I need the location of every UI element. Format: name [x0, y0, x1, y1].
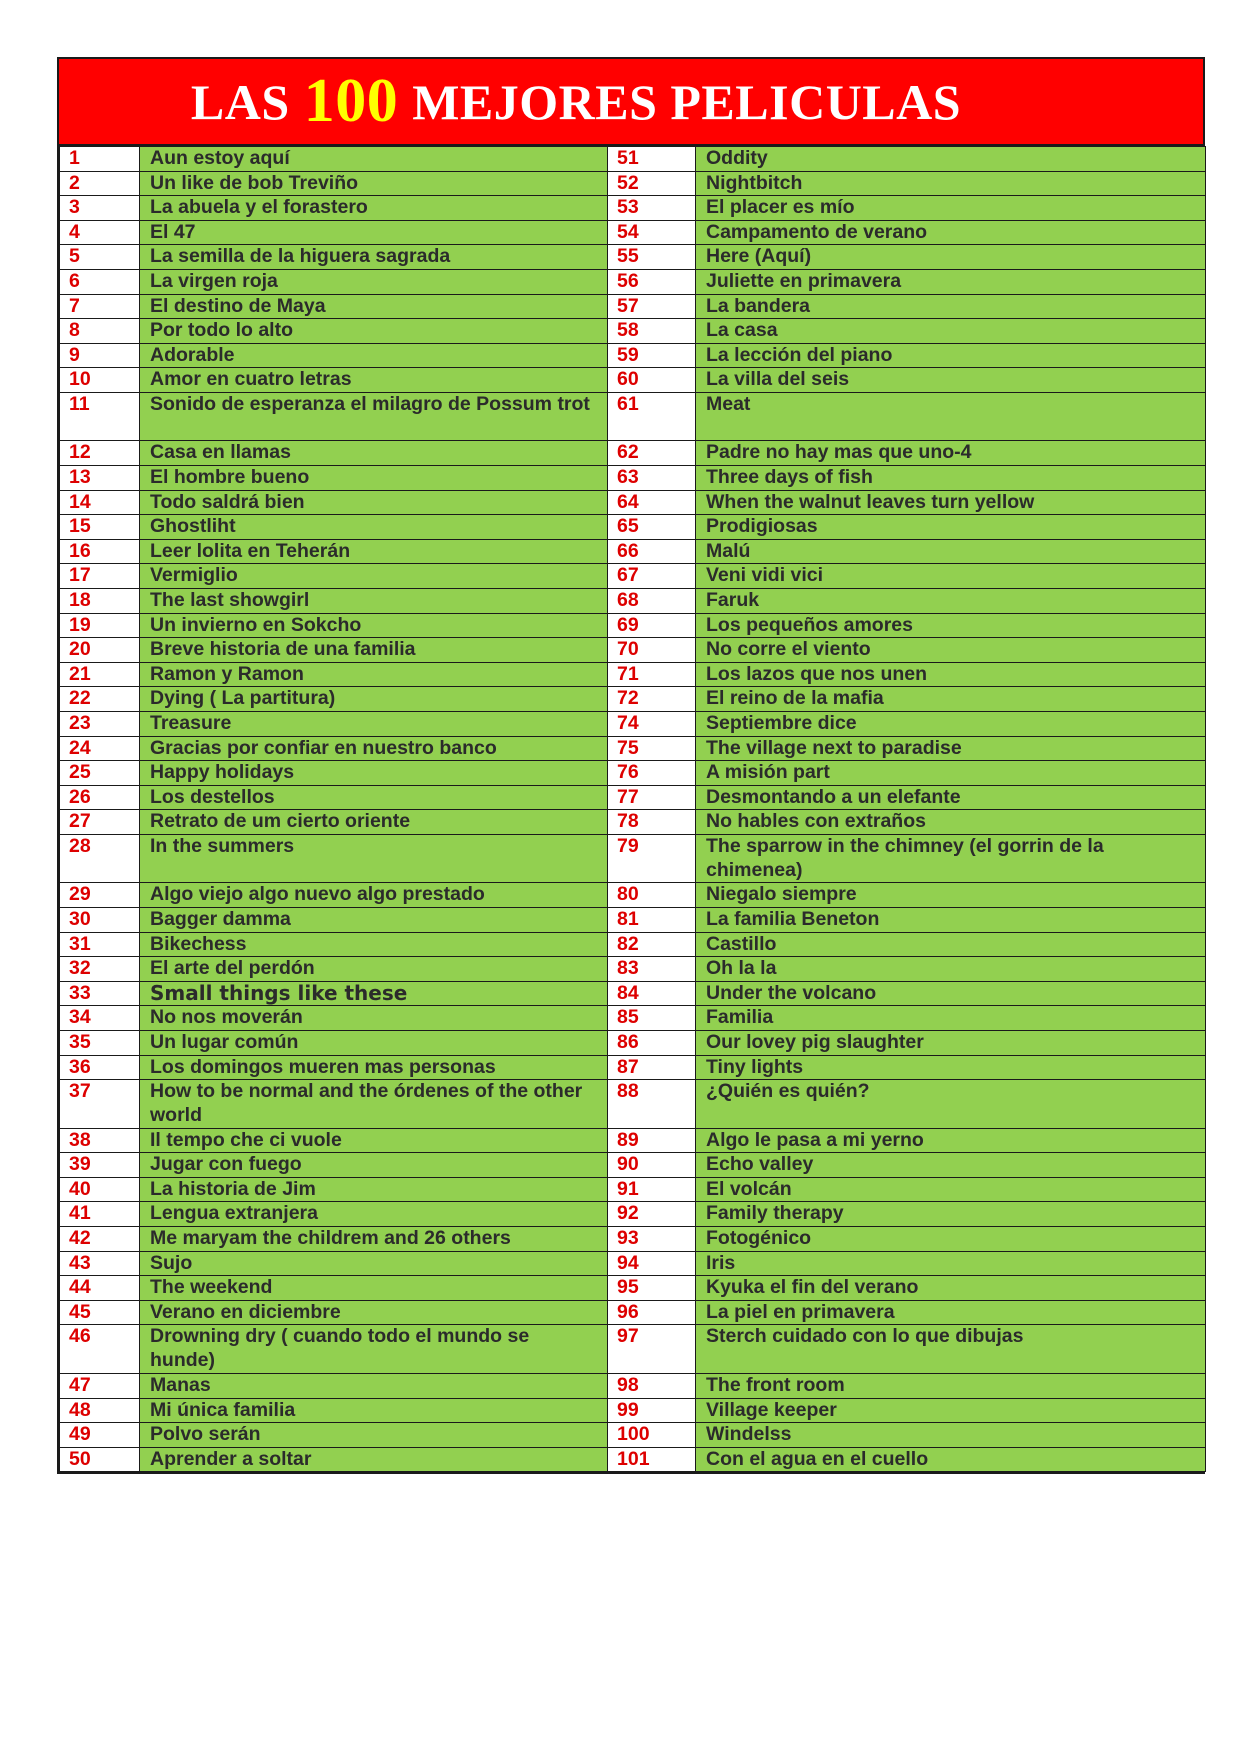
- table-row: [60, 368, 1206, 393]
- title-right: Los pequeños amores: [696, 613, 1206, 638]
- rank-left: 33: [60, 981, 140, 1006]
- title-left: Todo saldrá bien: [140, 490, 608, 515]
- title-left: Happy holidays: [140, 761, 608, 786]
- title-right: Familia: [696, 1006, 1206, 1031]
- title-right: Con el agua en el cuello: [696, 1447, 1206, 1472]
- rank-left: 35: [60, 1031, 140, 1056]
- title-right: Our lovey pig slaughter: [696, 1031, 1206, 1056]
- rank-right: 80: [608, 883, 696, 908]
- rank-left: 5: [60, 245, 140, 270]
- rank-left: 34: [60, 1006, 140, 1031]
- title-right: Kyuka el fin del verano: [696, 1276, 1206, 1301]
- rank-right: 76: [608, 761, 696, 786]
- rank-right: 81: [608, 908, 696, 933]
- title-right: A misión part: [696, 761, 1206, 786]
- rank-left: 6: [60, 269, 140, 294]
- title-right: Iris: [696, 1251, 1206, 1276]
- title-right: No corre el viento: [696, 638, 1206, 663]
- title-left: Manas: [140, 1373, 608, 1398]
- title-right: El reino de la mafia: [696, 687, 1206, 712]
- table-row: [60, 810, 1206, 835]
- title-left: The weekend: [140, 1276, 608, 1301]
- rank-left: 32: [60, 957, 140, 982]
- rank-right: 56: [608, 269, 696, 294]
- rank-right: 92: [608, 1202, 696, 1227]
- rank-right: 51: [608, 147, 696, 172]
- title-right: La casa: [696, 319, 1206, 344]
- title-left: The last showgirl: [140, 589, 608, 614]
- table-row: [60, 785, 1206, 810]
- title-right: Niegalo siempre: [696, 883, 1206, 908]
- rank-right: 65: [608, 515, 696, 540]
- title-left: Por todo lo alto: [140, 319, 608, 344]
- title-right: Malú: [696, 539, 1206, 564]
- title-left: Treasure: [140, 711, 608, 736]
- title-left: La historia de Jim: [140, 1177, 608, 1202]
- title-right: Algo le pasa a mi yerno: [696, 1128, 1206, 1153]
- rank-left: 39: [60, 1153, 140, 1178]
- table-row: [60, 1153, 1206, 1178]
- rank-left: 4: [60, 220, 140, 245]
- table-row: [60, 1128, 1206, 1153]
- table-row: [60, 392, 1206, 441]
- title-right: Under the volcano: [696, 981, 1206, 1006]
- table-row: [60, 1031, 1206, 1056]
- title-right: La familia Beneton: [696, 908, 1206, 933]
- rank-left: 26: [60, 785, 140, 810]
- table-row: [60, 1423, 1206, 1448]
- rank-right: 64: [608, 490, 696, 515]
- rank-right: 69: [608, 613, 696, 638]
- rank-left: 23: [60, 711, 140, 736]
- rank-left: 27: [60, 810, 140, 835]
- rank-right: 89: [608, 1128, 696, 1153]
- rank-left: 31: [60, 932, 140, 957]
- table-row: [60, 1177, 1206, 1202]
- title-right: Three days of fish: [696, 466, 1206, 491]
- title-left: La semilla de la higuera sagrada: [140, 245, 608, 270]
- title-left: Algo viejo algo nuevo algo prestado: [140, 883, 608, 908]
- title-left: Los domingos mueren mas personas: [140, 1055, 608, 1080]
- title-left: Aun estoy aquí: [140, 147, 608, 172]
- table-row: [60, 1300, 1206, 1325]
- title-left: Bikechess: [140, 932, 608, 957]
- title-left: Ramon y Ramon: [140, 662, 608, 687]
- rank-left: 21: [60, 662, 140, 687]
- title-left: Polvo serán: [140, 1423, 608, 1448]
- title-left: Aprender a soltar: [140, 1447, 608, 1472]
- title-left: Verano en diciembre: [140, 1300, 608, 1325]
- rank-right: 66: [608, 539, 696, 564]
- rank-left: 49: [60, 1423, 140, 1448]
- title-left: Vermiglio: [140, 564, 608, 589]
- title-right: Village keeper: [696, 1398, 1206, 1423]
- title-left: El arte del perdón: [140, 957, 608, 982]
- title-left: Gracias por confiar en nuestro banco: [140, 736, 608, 761]
- table-row: [60, 1227, 1206, 1252]
- rank-right: 60: [608, 368, 696, 393]
- rank-right: 95: [608, 1276, 696, 1301]
- rank-right: 94: [608, 1251, 696, 1276]
- rank-right: 78: [608, 810, 696, 835]
- table-row: [60, 908, 1206, 933]
- table-row: [60, 515, 1206, 540]
- table-row: [60, 883, 1206, 908]
- table-row: [60, 981, 1206, 1006]
- title-right: Desmontando a un elefante: [696, 785, 1206, 810]
- title-right: La lección del piano: [696, 343, 1206, 368]
- title-right: No hables con extraños: [696, 810, 1206, 835]
- rank-left: 13: [60, 466, 140, 491]
- rank-right: 67: [608, 564, 696, 589]
- title-right: The sparrow in the chimney (el gorrin de la chimenea): [696, 834, 1206, 883]
- rank-right: 53: [608, 196, 696, 221]
- title-left: El 47: [140, 220, 608, 245]
- title-right: Los lazos que nos unen: [696, 662, 1206, 687]
- rank-left: 22: [60, 687, 140, 712]
- table-row: [60, 1006, 1206, 1031]
- rank-left: 15: [60, 515, 140, 540]
- table-row: [60, 662, 1206, 687]
- table-row: [60, 490, 1206, 515]
- title-right: When the walnut leaves turn yellow: [696, 490, 1206, 515]
- rank-right: 88: [608, 1080, 696, 1129]
- rank-left: 24: [60, 736, 140, 761]
- rank-left: 47: [60, 1373, 140, 1398]
- table-row: [60, 1276, 1206, 1301]
- title-left: Il tempo che ci vuole: [140, 1128, 608, 1153]
- title-left: Los destellos: [140, 785, 608, 810]
- title-left: How to be normal and the órdenes of the other world: [140, 1080, 608, 1129]
- table-row: [60, 1373, 1206, 1398]
- rank-left: 38: [60, 1128, 140, 1153]
- rank-right: 72: [608, 687, 696, 712]
- title-right: Meat: [696, 392, 1206, 441]
- title-right: La bandera: [696, 294, 1206, 319]
- title-right: Prodigiosas: [696, 515, 1206, 540]
- title-left: Mi única familia: [140, 1398, 608, 1423]
- rank-right: 98: [608, 1373, 696, 1398]
- rank-right: 70: [608, 638, 696, 663]
- rank-left: 14: [60, 490, 140, 515]
- rank-left: 46: [60, 1325, 140, 1374]
- table-row: [60, 1325, 1206, 1374]
- title-left: Jugar con fuego: [140, 1153, 608, 1178]
- rank-right: 55: [608, 245, 696, 270]
- rank-left: 9: [60, 343, 140, 368]
- rank-left: 25: [60, 761, 140, 786]
- table-row: [60, 932, 1206, 957]
- table-row: [60, 441, 1206, 466]
- rank-left: 3: [60, 196, 140, 221]
- rank-right: 61: [608, 392, 696, 441]
- table-row: [60, 539, 1206, 564]
- title-left: Leer lolita en Teherán: [140, 539, 608, 564]
- title-left: La virgen roja: [140, 269, 608, 294]
- title-left: Casa en llamas: [140, 441, 608, 466]
- table-row: [60, 613, 1206, 638]
- table-row: [60, 711, 1206, 736]
- table-row: [60, 196, 1206, 221]
- table-row: [60, 245, 1206, 270]
- table-row: [60, 564, 1206, 589]
- title-left: Un like de bob Treviño: [140, 171, 608, 196]
- rank-right: 63: [608, 466, 696, 491]
- rank-right: 93: [608, 1227, 696, 1252]
- table-row: [60, 589, 1206, 614]
- rank-left: 50: [60, 1447, 140, 1472]
- table-row: [60, 687, 1206, 712]
- rank-left: 16: [60, 539, 140, 564]
- title-left: Un invierno en Sokcho: [140, 613, 608, 638]
- rank-left: 11: [60, 392, 140, 441]
- rank-right: 71: [608, 662, 696, 687]
- title-left: Sujo: [140, 1251, 608, 1276]
- table-row: [60, 1055, 1206, 1080]
- rank-right: 82: [608, 932, 696, 957]
- table-row: [60, 761, 1206, 786]
- rank-left: 29: [60, 883, 140, 908]
- rank-right: 54: [608, 220, 696, 245]
- rank-left: 30: [60, 908, 140, 933]
- title-left: El destino de Maya: [140, 294, 608, 319]
- rank-left: 42: [60, 1227, 140, 1252]
- table-row: [60, 1080, 1206, 1129]
- title-left: Un lugar común: [140, 1031, 608, 1056]
- rank-right: 58: [608, 319, 696, 344]
- table-row: [60, 736, 1206, 761]
- title-right: Echo valley: [696, 1153, 1206, 1178]
- title-right: Fotogénico: [696, 1227, 1206, 1252]
- table-row: [60, 147, 1206, 172]
- rank-right: 68: [608, 589, 696, 614]
- title-suffix: MEJORES PELICULAS: [412, 73, 962, 130]
- title-number: 100: [303, 67, 399, 135]
- title-right: Windelss: [696, 1423, 1206, 1448]
- rank-right: 62: [608, 441, 696, 466]
- title-right: Septiembre dice: [696, 711, 1206, 736]
- title-right: The front room: [696, 1373, 1206, 1398]
- title-right: Faruk: [696, 589, 1206, 614]
- title-right: Veni vidi vici: [696, 564, 1206, 589]
- rank-right: 83: [608, 957, 696, 982]
- rank-left: 19: [60, 613, 140, 638]
- title-right: The village next to paradise: [696, 736, 1206, 761]
- title-left: Lengua extranjera: [140, 1202, 608, 1227]
- table-row: [60, 834, 1206, 883]
- title-right: Sterch cuidado con lo que dibujas: [696, 1325, 1206, 1374]
- rank-right: 57: [608, 294, 696, 319]
- rank-left: 40: [60, 1177, 140, 1202]
- title-right: El placer es mío: [696, 196, 1206, 221]
- rank-right: 101: [608, 1447, 696, 1472]
- title-left: Amor en cuatro letras: [140, 368, 608, 393]
- table-row: [60, 220, 1206, 245]
- table-row: [60, 343, 1206, 368]
- rank-right: 99: [608, 1398, 696, 1423]
- rank-left: 48: [60, 1398, 140, 1423]
- rank-left: 1: [60, 147, 140, 172]
- title-left: Sonido de esperanza el milagro de Possum trot: [140, 392, 608, 441]
- title-left: Small things like these: [140, 981, 608, 1006]
- title-left: In the summers: [140, 834, 608, 883]
- table-row: [60, 1447, 1206, 1472]
- title-right: Family therapy: [696, 1202, 1206, 1227]
- title-right: Padre no hay mas que uno-4: [696, 441, 1206, 466]
- movie-table: [59, 146, 1206, 1472]
- title-left: Me maryam the childrem and 26 others: [140, 1227, 608, 1252]
- table-row: [60, 1202, 1206, 1227]
- title-right: La villa del seis: [696, 368, 1206, 393]
- rank-left: 36: [60, 1055, 140, 1080]
- rank-right: 87: [608, 1055, 696, 1080]
- table-row: [60, 1398, 1206, 1423]
- rank-left: 20: [60, 638, 140, 663]
- rank-left: 10: [60, 368, 140, 393]
- table-row: [60, 319, 1206, 344]
- rank-right: 97: [608, 1325, 696, 1374]
- rank-right: 59: [608, 343, 696, 368]
- title-right: Castillo: [696, 932, 1206, 957]
- rank-right: 75: [608, 736, 696, 761]
- rank-left: 17: [60, 564, 140, 589]
- rank-right: 79: [608, 834, 696, 883]
- rank-left: 37: [60, 1080, 140, 1129]
- title-right: Here (Aquí): [696, 245, 1206, 270]
- title-right: Campamento de verano: [696, 220, 1206, 245]
- rank-right: 86: [608, 1031, 696, 1056]
- table-row: [60, 638, 1206, 663]
- rank-left: 43: [60, 1251, 140, 1276]
- rank-left: 12: [60, 441, 140, 466]
- title-left: Dying ( La partitura): [140, 687, 608, 712]
- title-left: La abuela y el forastero: [140, 196, 608, 221]
- title-left: Bagger damma: [140, 908, 608, 933]
- title-right: Nightbitch: [696, 171, 1206, 196]
- rank-left: 8: [60, 319, 140, 344]
- title-left: El hombre bueno: [140, 466, 608, 491]
- title-left: Ghostliht: [140, 515, 608, 540]
- rank-right: 90: [608, 1153, 696, 1178]
- title-right: Oddity: [696, 147, 1206, 172]
- rank-right: 91: [608, 1177, 696, 1202]
- movie-list-sheet: [57, 57, 1205, 1474]
- rank-right: 96: [608, 1300, 696, 1325]
- rank-left: 28: [60, 834, 140, 883]
- table-row: [60, 466, 1206, 491]
- rank-left: 41: [60, 1202, 140, 1227]
- rank-left: 45: [60, 1300, 140, 1325]
- rank-left: 7: [60, 294, 140, 319]
- table-row: [60, 957, 1206, 982]
- rank-right: 74: [608, 711, 696, 736]
- title-right: Oh la la: [696, 957, 1206, 982]
- table-row: [60, 294, 1206, 319]
- table-row: [60, 1251, 1206, 1276]
- title-prefix: LAS: [190, 73, 290, 130]
- title-left: Retrato de um cierto oriente: [140, 810, 608, 835]
- table-row: [60, 269, 1206, 294]
- title-right: El volcán: [696, 1177, 1206, 1202]
- title-right: Tiny lights: [696, 1055, 1206, 1080]
- rank-right: 52: [608, 171, 696, 196]
- title-left: No nos moverán: [140, 1006, 608, 1031]
- title-left: Drowning dry ( cuando todo el mundo se hunde): [140, 1325, 608, 1374]
- rank-left: 2: [60, 171, 140, 196]
- table-row: [60, 171, 1206, 196]
- title-right: Juliette en primavera: [696, 269, 1206, 294]
- title-right: ¿Quién es quién?: [696, 1080, 1206, 1129]
- rank-left: 18: [60, 589, 140, 614]
- rank-right: 77: [608, 785, 696, 810]
- title-right: La piel en primavera: [696, 1300, 1206, 1325]
- title-banner: [59, 59, 1203, 146]
- rank-right: 100: [608, 1423, 696, 1448]
- title-left: Adorable: [140, 343, 608, 368]
- rank-left: 44: [60, 1276, 140, 1301]
- rank-right: 85: [608, 1006, 696, 1031]
- rank-right: 84: [608, 981, 696, 1006]
- title-left: Breve historia de una familia: [140, 638, 608, 663]
